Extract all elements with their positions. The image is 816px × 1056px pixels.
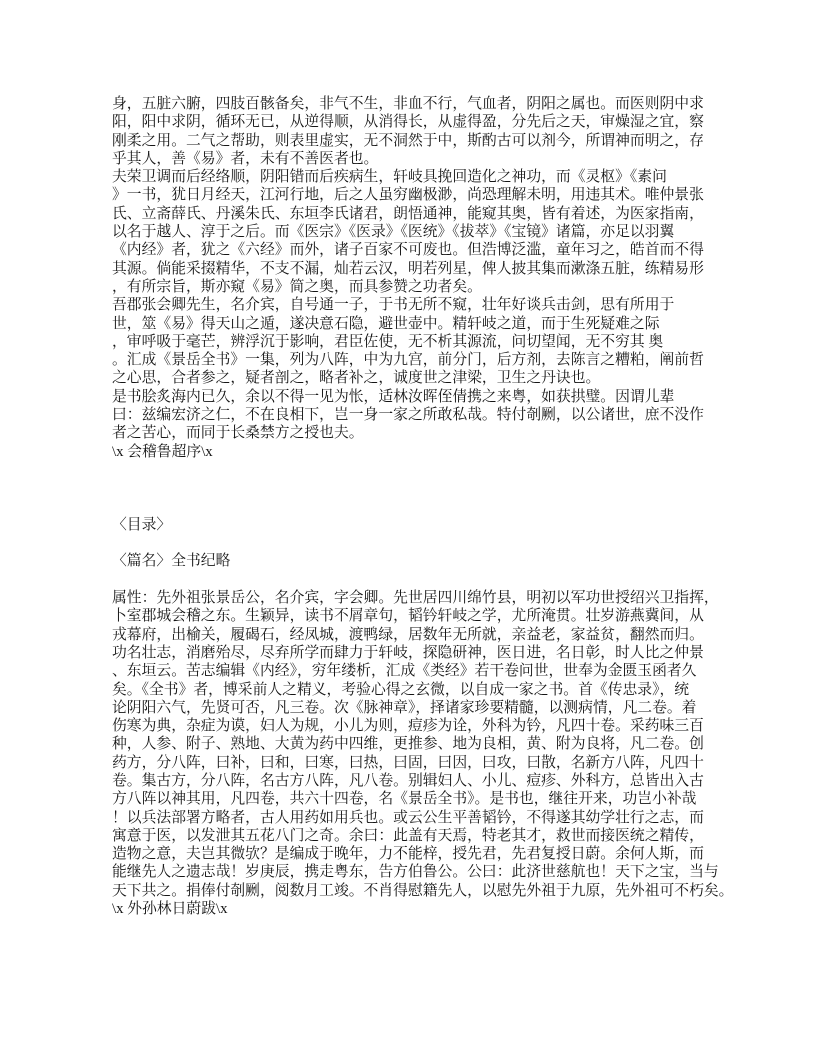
text-line: 》一书，犹日月经天，江河行地，后之人虽穷幽极渺，尚恐理解未明，用违其术。唯仲景张 — [112, 187, 704, 204]
preface-body — [112, 95, 762, 443]
text-line: 之心思，合者参之，疑者剖之，略者补之，诚度世之津梁，卫生之丹诀也。 — [112, 370, 601, 387]
text-line: 戎幕府，出榆关，履碣石，经凤城，渡鸭绿，居数年无所就，亲益老，家益贫，翻然而归。 — [112, 626, 704, 643]
blank-line — [112, 571, 762, 589]
text-line: 氏、立斋薛氏、丹溪朱氏、东垣李氏诸君，朗悟通神，能窥其奥，皆有着述，为医家指南， — [112, 205, 704, 222]
text-line: 身，五脏六腑，四肢百骸备矣，非气不生，非血不行，气血者，阴阳之属也。而医则阴中求 — [112, 96, 704, 112]
toc-marker: 〈目录〉 — [112, 516, 172, 533]
text-line: ，审呼吸于毫芒，辨浮沉于影响，君臣佐使，无不析其源流，问切望闻，无不穷其 奥 — [112, 333, 664, 350]
text-line: 造物之意，夫岂其微欤？是编成于晚年，力不能梓，授先君，先君复授日蔚。余何人斯，而 — [112, 846, 704, 863]
text-line: 矣。《全书》者，博采前人之精义，考验心得之玄微，以自成一家之书。首《传忠录》，统 — [112, 681, 690, 698]
section-title: 〈篇名〉全书纪略 — [112, 553, 231, 570]
text-line: 伤寒为典，杂症为谟，妇人为规，小儿为则，痘疹为诠，外科为钤，凡四十卷。采药味三百 — [112, 718, 704, 735]
text-line: 夫荣卫调而后经络顺，阴阳错而后疾病生，轩岐具挽回造化之神功，而《灵枢》《素问 — [112, 169, 667, 186]
text-line: 以名于越人、淳于之后。而《医宗》《医录》《医统》《拔萃》《宝镜》诸篇，亦足以羽翼 — [112, 224, 675, 241]
text-line: 其源。倘能采掇精华，不支不漏，灿若云汉，明若列星，俾人披其集而漱涤五脏，练精易形 — [112, 260, 704, 277]
text-line: 能继先人之遗志哉！岁庚辰，携走粤东，告方伯鲁公。公曰：此济世慈航也！天下之宝，当与 — [112, 864, 719, 881]
text-line: 卷。集古方，分八阵，名古方八阵，凡八卷。别辑妇人、小儿、痘疹、外科方，总皆出入古 — [112, 772, 704, 789]
text-block — [112, 95, 762, 918]
text-line: ，有所宗旨，斯亦窥《易》简之奥，而具参赞之功者矣。 — [112, 278, 482, 295]
text-line: 《内经》者，犹之《六经》而外，诸子百家不可废也。但浩博泛滥，童年习之，皓首而不得 — [112, 242, 704, 259]
text-line: 寓意于医，以发泄其五花八门之奇。余曰：此盖有天焉，特老其才，救世而接医统之精传， — [112, 827, 704, 844]
text-line: 功名壮志，消磨殆尽，尽弃所学而肆力于轩岐，探隐研神，医日进，名日彰，时人比之仲景 — [112, 644, 704, 661]
text-line: 刚柔之用。二气之帮助，则表里虚实，无不洞然于中，斯酌古可以剂今，所谓神而明之，存 — [112, 132, 704, 149]
text-line: ！以兵法部署方略者，古人用药如用兵也。或云公生平善韬钤，不得遂其幼学壮行之志，而 — [112, 809, 704, 826]
blank-line — [112, 534, 762, 552]
text-line: 论阴阳六气，先贤可否，凡三卷。次《脉神章》，择诸家珍要精髓，以测病情，凡二卷。着 — [112, 699, 697, 716]
summary-body — [112, 589, 762, 900]
text-line: 天下共之。捐俸付剞劂，阅数月工竣。不肖得慰籍先人，以慰先外祖于九原，先外祖可不朽矣。 — [112, 882, 734, 899]
text-line: 曰：兹编宏济之仁，不在良相下，岂一身一家之所敢私哉。特付剞劂，以公诸世，庶不没作 — [112, 407, 704, 424]
preface-signature: \x 会稽鲁超序\x — [112, 443, 213, 460]
text-line: 、东垣云。苦志编辑《内经》，穷年缕析，汇成《类经》若干卷问世，世奉为金匮玉函者久 — [112, 663, 697, 680]
text-line: 方八阵以神其用，凡四卷，共六十四卷，名《景岳全书》。是书也，继往开来，功岂小补哉 — [112, 791, 697, 808]
text-line: 。汇成《景岳全书》一集，列为八阵，中为九宫，前分门，后方剂，去陈言之糟粕，阐前哲 — [112, 352, 704, 369]
text-line: 乎其人，善《易》者，未有不善医者也。 — [112, 150, 379, 167]
text-line: 世，筮《易》得天山之遁，遂决意石隐，避世壶中。精轩岐之道，而于生死疑难之际 — [112, 315, 660, 332]
text-line: 是书脍炙海内已久，余以不得一见为怅，适林汝晖侄倩携之来粤，如获拱璧。因谓儿辈 — [112, 388, 675, 405]
text-line: 药方，分八阵，曰补，曰和，曰寒，曰热，曰固，曰因，曰攻，曰散，名新方八阵，凡四十 — [112, 754, 704, 771]
section-gap — [112, 461, 762, 516]
text-line: 吾郡张会卿先生，名介宾，自号通一子，于书无所不窥，壮年好谈兵击剑，思有所用于 — [112, 297, 675, 314]
text-line: 阳，阳中求阴，循环无已，从逆得顺，从消得长，从虚得盈，分先后之天，审燥湿之宜，察 — [112, 114, 704, 131]
text-line: 属性：先外祖张景岳公，名介宾，字会卿。先世居四川绵竹县，明初以军功世授绍兴卫指挥， — [112, 590, 719, 607]
text-line: 种，人参、附子、熟地、大黄为药中四维，更推参、地为良相，黄、附为良将，凡二卷。创 — [112, 736, 704, 753]
text-line: 卜室郡城会稽之东。生颖异，读书不屑章句，韬钤轩岐之学，尤所淹贯。壮岁游燕冀间，从 — [112, 608, 704, 625]
summary-signature: \x 外孙林日蔚跋\x — [112, 901, 228, 918]
text-line: 者之苦心，而同于长桑禁方之授也夫。 — [112, 425, 364, 442]
